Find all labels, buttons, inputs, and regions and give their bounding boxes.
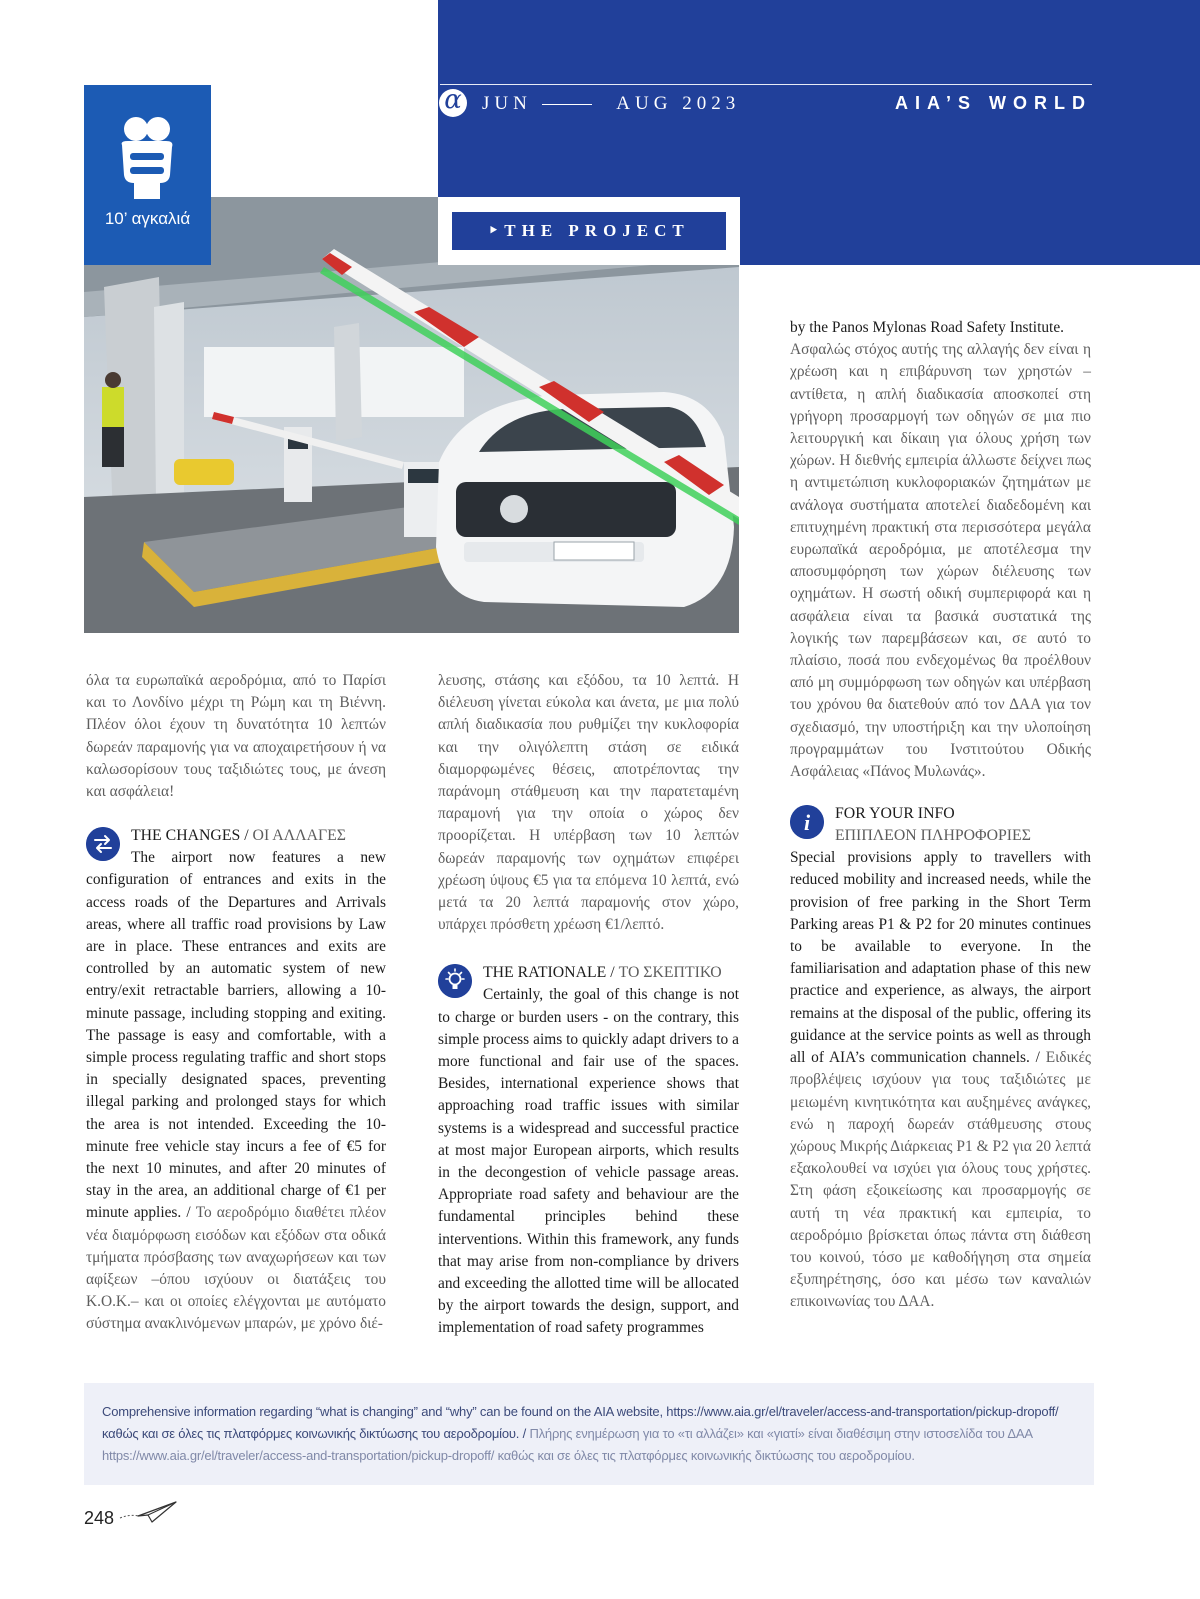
arrows-exchange-icon (86, 827, 120, 861)
svg-text:i: i (803, 810, 811, 836)
section-title: AIA’S WORLD (895, 93, 1092, 113)
info-text-gr: Ειδικές προβλέψεις ισχύουν για τους ταξιδιώτες με μειωμένη κινητικότητα και αυξημένες ανάγκες, ενώ η παροχή δωρεάν στάθμευσης στους χώρους Μικρής Διάρκειας P1 & P2 για 20 λεπτά εξακολουθεί να ισχύει για όλους τους χρήστες. Στη φάση εξοικείωσης και προσαρμογής σε αυτή τη νέα πρακτική και εμπειρία, το αεροδρόμιο βρίσκεται όπως πάντα στη διάθεση του κοινού, τόσο με καθοδήγηση στα σημεία εξυπηρέτησης, όσο και μέσω των καναλιών επικοινωνίας του ΔΑΑ. (790, 1049, 1091, 1311)
info-text-en: Special provisions apply to travellers with reduced mobility and increased needs, while the provision of free parking in the Short Term Parking areas P1 & P2 for 20 minutes continues to be available to everyone. In the familiarisation and adaptation phase of this new practice and experience, as always, the airport remains at the disposal of the public, offering its guidance at the service points as well as through all of AIA’s communication channels. / (790, 849, 1091, 1067)
rationale-section (438, 962, 739, 1339)
changes-text-gr-continued: λευσης, στάσης και εξόδου, τα 10 λεπτά. Η διέλευση γίνεται εύκολα και άνετα, με μια πολύ απλή διαδικασία που ρυθμίζει την κυκλοφορία και την ολιγόλεπτη στάση σε ειδικά διαμορφωμένες θέσεις, αποτρέποντας την παράνομη στάθμευση και την παρατεταμένη παραμονή για την οποία ο χώρος δεν προορίζεται. Η υπέρβαση των 10 λεπτών δωρεάν παραμονής των οχημάτων επιφέρει χρέωση ύψους €5 για τα επόμενα 10 λεπτά, ενώ μετά τα 20 λεπτά παραμονής στον χώρο, υπάρχει πρόσθετη χρέωση €1/λεπτό. (438, 672, 739, 934)
changes-section (86, 825, 386, 1335)
date-dash (542, 104, 592, 105)
footer-info-text (102, 1401, 1087, 1467)
project-tab (438, 197, 740, 265)
project-tab-label: ‣THE PROJECT (452, 212, 726, 250)
changes-title (86, 825, 386, 847)
rationale-text-gr: Ασφαλώς στόχος αυτής της αλλαγής δεν είναι η χρέωση και η επιβάρυνση των χρηστών – αντίθετα, η απλή διαδικασία αποσκοπεί στη γρήγορη προσαρμογή των οδηγών σε μια πιο λειτουργική και δίκαιη για όλους χρήση των χώρων. Η διεθνής εμπειρία άλλωστε δείχνει πως η αντιμετώπιση κυκλοφοριακών ζητημάτων με ανάλογα συστήματα αποτελεί διαδεδομένη και επιτυχημένη πρακτική στα περισσότερα μεγάλα ευρωπαϊκά αεροδρόμια, με αποτέλεσμα την αποσυμφόρηση των χώρων διέλευσης των οχημάτων. Η σωστή οδική συμπεριφορά και η ασφάλεια είναι τα βασικά συστατικά της λογικής των παρεμβάσεων και, σε αυτό το πλαίσιο, ποσά που ενδεχομένως θα προέλθουν από μη συμμόρφωση των οδηγών και υπέρβαση του χρόνου θα διατεθούν από τον ΔΑΑ για τον σχεδιασμό, την υποστήριξη και την υλοποίηση προγραμμάτων του Ινστιτούτου Οδικής Ασφάλειας «Πάνος Μυλωνάς». (790, 341, 1091, 781)
rationale-title-gr: ΤΟ ΣΚΕΠΤΙΚΟ (618, 964, 722, 982)
text-column-2 (438, 670, 739, 1340)
text-column-1 (86, 670, 386, 1336)
changes-text-gr: Το αεροδρόμιο διαθέτει πλέον νέα διαμόρφωση εισόδων και εξόδων στα οδικά τμήματα πρόσβασης των αναχωρήσεων και των αφίξεων –όπου ισχύουν οι διατάξεις του Κ.Ο.Κ.– και οι οποίες ελέγχονται με αυτόματο σύστημα ανακλινόμενων μπαρών, με χρόνο διέ- (86, 1204, 386, 1333)
issue-month-start: JUN (482, 93, 532, 114)
paper-plane-icon (118, 1500, 178, 1526)
changes-title-en: THE CHANGES / (131, 827, 253, 845)
changes-text (86, 847, 386, 1335)
info-text (790, 847, 1091, 1313)
section-badge (84, 85, 211, 265)
issue-month-end: AUG 2023 (616, 93, 741, 114)
footer-info-en: Comprehensive information regarding “what is changing” and “why” can be found on the AIA website, https://www.aia.gr/el/traveler/access-and-transportation/pickup-dropoff/ καθώς και σε όλες τις πλατφόρμες κοινωνικής δικτύωσης του αεροδρομίου. / (102, 1404, 1059, 1441)
changes-text-en: The airport now features a new configuration of entrances and exits in the access roads of the Departures and Arrivals areas, where all traffic road provisions by Law are in place. These entrances and exits are controlled by an automatic system of new entry/exit retractable barriers, allowing a 10-minute passage, including stopping and exiting. The passage is easy and comfortable, with a simple process regulating traffic and short stops in specially designated spaces, preventing illegal parking and prolonged stays for which the area is not intended. Exceeding the 10-minute free vehicle stay incurs a fee of €5 for the next 10 minutes, and after 20 minutes of stay in the area, an additional charge of €1 per minute applies. / (86, 849, 386, 1222)
info-title-en: FOR YOUR INFO (835, 805, 955, 823)
rationale-title-en: THE RATIONALE / (483, 964, 619, 982)
footer-info-gr: Πλήρης ενημέρωση για το «τι αλλάζει» και «γιατί» είναι διαθέσιμη στην ιστοσελίδα του ΔΑΑ https://www.aia.gr/el/traveler/access-and-transportation/pickup-dropoff/ καθώς και σε όλες τις πλατφόρμες κοινωνικής δικτύωσης του αεροδρομίου. (102, 1426, 1033, 1463)
issue-date (482, 93, 740, 115)
text-column-3 (790, 317, 1091, 1314)
changes-title-gr: ΟΙ ΑΛΛΑΓΕΣ (252, 827, 346, 845)
footer-info-box (84, 1383, 1094, 1485)
rationale-text-en: Certainly, the goal of this change is not to charge or burden users - on the contrary, this simple process aims to quickly adapt drivers to a more functional and fair use of the spaces. Besides, international experience shows that approaching road traffic issues with similar systems is a widespread and successful practice at most major European airports, which results in the decongestion of vehicle passage areas. Appropriate road safety and behaviour are the fundamental principles behind these interventions. Within this framework, any funds that may arise from non-compliance by drivers and exceeding the allotted time will be allocated by the airport towards the design, support, and implementation of road safety programmes (438, 986, 739, 1337)
info-title-gr: ΕΠΙΠΛΕΟΝ ΠΛΗΡΟΦΟΡΙΕΣ (835, 827, 1031, 845)
hug-figures-icon (114, 115, 180, 200)
badge-label: 10’ αγκαλιά (104, 209, 191, 228)
intro-paragraph: όλα τα ευρωπαϊκά αεροδρόμια, από το Παρίσι και το Λονδίνο μέχρι τη Ρώμη και τη Βιέννη. Πλέον όλοι έχουν τη δυνατότητα 10 λεπτών δωρεάν παραμονής για να αποχαιρετήσουν ή να καλωσορίσουν τους ταξιδιώτες τους, με άνεση και ασφάλεια! (86, 672, 386, 801)
header-divider (440, 84, 1092, 85)
info-title (790, 803, 1091, 847)
page-number: 248 (84, 1508, 115, 1528)
rationale-text-en-continued: by the Panos Mylonas Road Safety Institute. (790, 319, 1065, 336)
aia-alpha-logo-icon (439, 89, 467, 117)
rationale-title (438, 962, 739, 984)
info-section (790, 803, 1091, 1313)
